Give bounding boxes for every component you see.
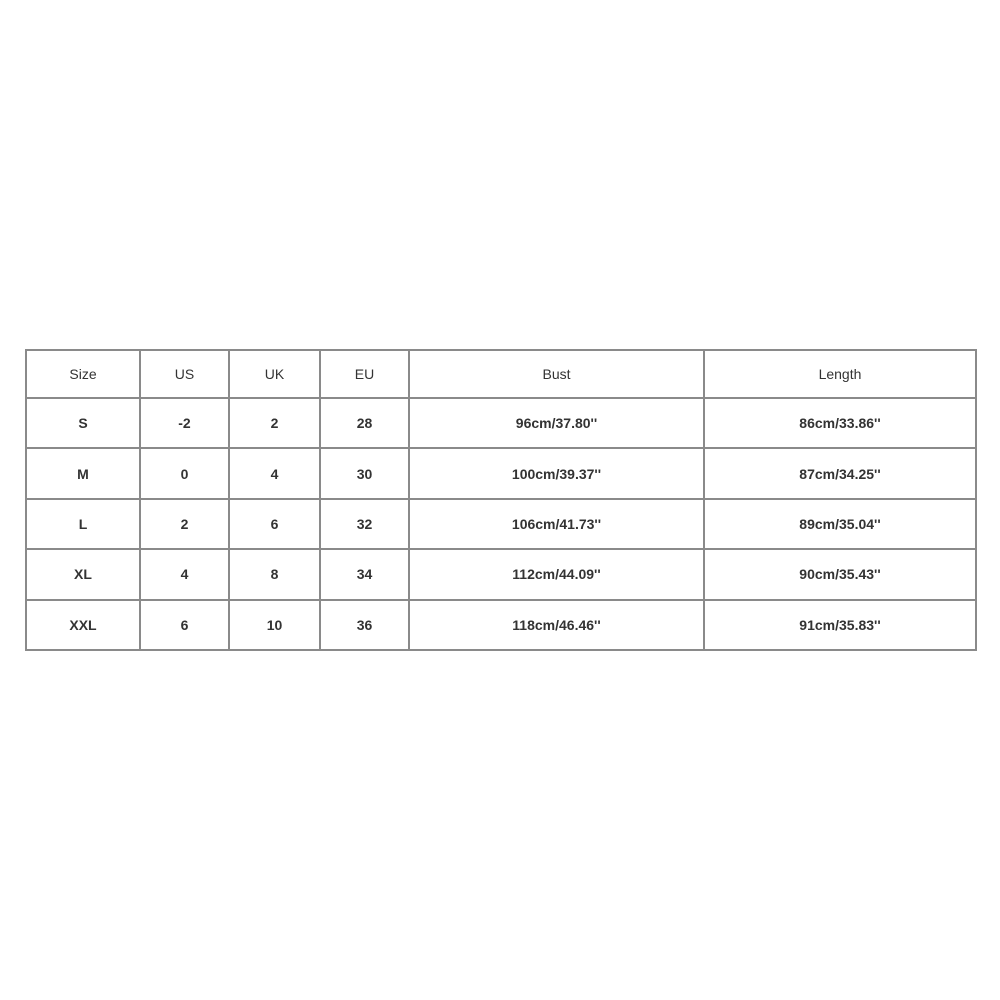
cell-size: L — [26, 499, 140, 549]
cell-us: 4 — [140, 549, 229, 599]
cell-length: 86cm/33.86'' — [704, 398, 976, 448]
cell-size: M — [26, 448, 140, 498]
cell-size: XXL — [26, 600, 140, 650]
table-row — [26, 549, 976, 599]
cell-eu: 30 — [320, 448, 409, 498]
size-chart-table — [25, 349, 977, 651]
table-header-row — [26, 350, 976, 398]
cell-us: 6 — [140, 600, 229, 650]
cell-size: S — [26, 398, 140, 448]
cell-uk: 8 — [229, 549, 320, 599]
table-row — [26, 600, 976, 650]
cell-bust: 96cm/37.80'' — [409, 398, 704, 448]
cell-eu: 34 — [320, 549, 409, 599]
cell-length: 91cm/35.83'' — [704, 600, 976, 650]
cell-uk: 10 — [229, 600, 320, 650]
cell-size: XL — [26, 549, 140, 599]
cell-eu: 28 — [320, 398, 409, 448]
table-row — [26, 398, 976, 448]
cell-eu: 32 — [320, 499, 409, 549]
header-bust: Bust — [409, 350, 704, 398]
header-uk: UK — [229, 350, 320, 398]
cell-length: 89cm/35.04'' — [704, 499, 976, 549]
cell-bust: 100cm/39.37'' — [409, 448, 704, 498]
cell-eu: 36 — [320, 600, 409, 650]
cell-uk: 6 — [229, 499, 320, 549]
cell-length: 90cm/35.43'' — [704, 549, 976, 599]
cell-bust: 118cm/46.46'' — [409, 600, 704, 650]
header-size: Size — [26, 350, 140, 398]
header-length: Length — [704, 350, 976, 398]
cell-us: 0 — [140, 448, 229, 498]
table-row — [26, 499, 976, 549]
table-row — [26, 448, 976, 498]
cell-us: 2 — [140, 499, 229, 549]
cell-length: 87cm/34.25'' — [704, 448, 976, 498]
header-eu: EU — [320, 350, 409, 398]
cell-bust: 106cm/41.73'' — [409, 499, 704, 549]
cell-us: -2 — [140, 398, 229, 448]
cell-bust: 112cm/44.09'' — [409, 549, 704, 599]
cell-uk: 4 — [229, 448, 320, 498]
cell-uk: 2 — [229, 398, 320, 448]
header-us: US — [140, 350, 229, 398]
